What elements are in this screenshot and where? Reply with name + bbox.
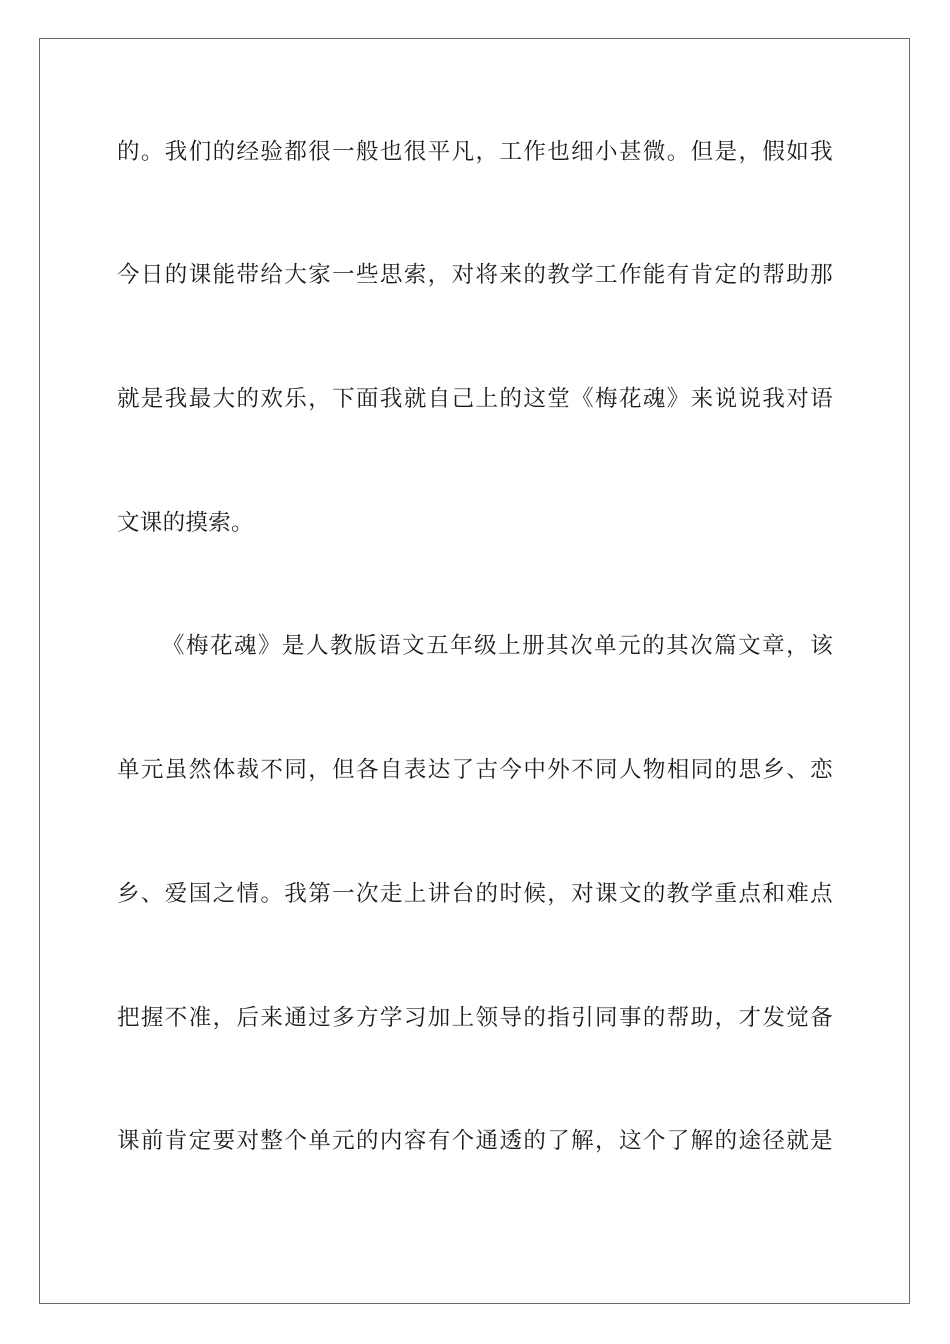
paragraph-line: 把握不准，后来通过多方学习加上领导的指引同事的帮助，才发觉备: [117, 1005, 833, 1031]
paragraph-line: 文课的摸索。: [117, 510, 254, 536]
paragraph-line: 今日的课能带给大家一些思索，对将来的教学工作能有肯定的帮助那: [117, 262, 833, 288]
paragraph-line: 《梅花魂》是人教版语文五年级上册其次单元的其次篇文章，该: [162, 633, 833, 659]
paragraph-line: 单元虽然体裁不同，但各自表达了古今中外不同人物相同的思乡、恋: [117, 757, 833, 783]
paragraph-line: 课前肯定要对整个单元的内容有个通透的了解，这个了解的途径就是: [117, 1128, 833, 1154]
paragraph-line: 乡、爱国之情。我第一次走上讲台的时候，对课文的教学重点和难点: [117, 881, 833, 907]
paragraph-line: 的。我们的经验都很一般也很平凡，工作也细小甚微。但是，假如我: [117, 139, 833, 165]
paragraph-line: 就是我最大的欢乐，下面我就自己上的这堂《梅花魂》来说说我对语: [117, 386, 833, 412]
page-border: [39, 38, 910, 1304]
